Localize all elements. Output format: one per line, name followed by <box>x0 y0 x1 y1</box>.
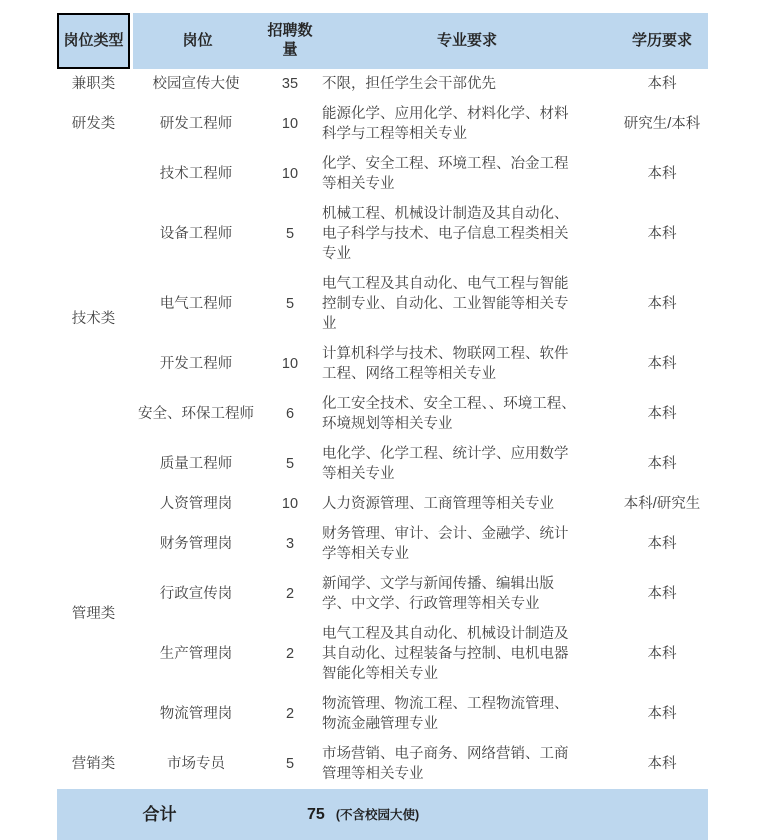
education-cell: 本科 <box>616 739 708 789</box>
table-row <box>57 99 708 149</box>
total-empty-cell <box>616 789 708 840</box>
count-cell: 6 <box>262 389 318 439</box>
position-cell: 设备工程师 <box>130 199 262 269</box>
education-cell: 本科 <box>616 199 708 269</box>
count-cell: 5 <box>262 439 318 489</box>
table-row <box>57 489 708 519</box>
count-cell: 3 <box>262 519 318 569</box>
total-row <box>57 789 708 840</box>
count-cell: 10 <box>262 339 318 389</box>
major-cell: 物流管理、物流工程、工程物流管理、物流金融管理专业 <box>318 689 616 739</box>
education-cell: 本科 <box>616 619 708 689</box>
education-cell: 研究生/本科 <box>616 99 708 149</box>
position-cell: 开发工程师 <box>130 339 262 389</box>
count-cell: 5 <box>262 269 318 339</box>
count-cell: 10 <box>262 99 318 149</box>
table-row <box>57 149 708 199</box>
position-cell: 技术工程师 <box>130 149 262 199</box>
header-position-type: 岗位类型 <box>57 13 130 69</box>
count-cell: 2 <box>262 619 318 689</box>
position-cell: 行政宣传岗 <box>130 569 262 619</box>
header-recruit-count: 招聘数量 <box>262 13 318 69</box>
major-cell: 电气工程及其自动化、电气工程与智能控制专业、自动化、工业智能等相关专业 <box>318 269 616 339</box>
category-cell: 管理类 <box>57 489 130 739</box>
major-cell: 财务管理、审计、会计、金融学、统计学等相关专业 <box>318 519 616 569</box>
header-education-requirement: 学历要求 <box>616 13 708 69</box>
table-row <box>57 619 708 689</box>
position-cell: 校园宣传大使 <box>130 69 262 99</box>
count-cell: 10 <box>262 149 318 199</box>
position-cell: 人资管理岗 <box>130 489 262 519</box>
position-cell: 电气工程师 <box>130 269 262 339</box>
table-row <box>57 69 708 99</box>
header-position: 岗位 <box>130 13 262 69</box>
category-cell: 营销类 <box>57 739 130 789</box>
major-cell: 不限，担任学生会干部优先 <box>318 69 616 99</box>
category-cell: 技术类 <box>57 149 130 489</box>
education-cell: 本科 <box>616 519 708 569</box>
education-cell: 本科 <box>616 569 708 619</box>
education-cell: 本科 <box>616 269 708 339</box>
table-row <box>57 739 708 789</box>
major-cell: 化工安全技术、安全工程、、环境工程、环境规划等相关专业 <box>318 389 616 439</box>
count-cell: 5 <box>262 739 318 789</box>
total-value-cell <box>262 789 616 840</box>
count-cell: 2 <box>262 569 318 619</box>
recruitment-table <box>57 13 708 840</box>
total-label: 合计 <box>57 789 262 840</box>
education-cell: 本科 <box>616 439 708 489</box>
education-cell: 本科 <box>616 389 708 439</box>
header-row <box>57 13 708 69</box>
position-cell: 财务管理岗 <box>130 519 262 569</box>
major-cell: 新闻学、文学与新闻传播、编辑出版学、中文学、行政管理等相关专业 <box>318 569 616 619</box>
major-cell: 电化学、化学工程、统计学、应用数学等相关专业 <box>318 439 616 489</box>
total-number: 75 <box>307 805 325 823</box>
table-row <box>57 339 708 389</box>
table-row <box>57 519 708 569</box>
count-cell: 10 <box>262 489 318 519</box>
total-note: (不含校园大使) <box>335 807 420 822</box>
education-cell: 本科 <box>616 149 708 199</box>
position-cell: 质量工程师 <box>130 439 262 489</box>
table-row <box>57 199 708 269</box>
major-cell: 机械工程、机械设计制造及其自动化、电子科学与技术、电子信息工程类相关专业 <box>318 199 616 269</box>
position-cell: 生产管理岗 <box>130 619 262 689</box>
education-cell: 本科 <box>616 69 708 99</box>
position-cell: 物流管理岗 <box>130 689 262 739</box>
education-cell: 本科 <box>616 339 708 389</box>
header-major-requirement: 专业要求 <box>318 13 616 69</box>
major-cell: 化学、安全工程、环境工程、冶金工程等相关专业 <box>318 149 616 199</box>
major-cell: 能源化学、应用化学、材料化学、材料科学与工程等相关专业 <box>318 99 616 149</box>
recruitment-table-container <box>57 13 708 840</box>
major-cell: 市场营销、电子商务、网络营销、工商管理等相关专业 <box>318 739 616 789</box>
major-cell: 电气工程及其自动化、机械设计制造及其自动化、过程装备与控制、电机电器智能化等相关专业 <box>318 619 616 689</box>
table-row <box>57 389 708 439</box>
table-row <box>57 269 708 339</box>
position-cell: 安全、环保工程师 <box>130 389 262 439</box>
major-cell: 人力资源管理、工商管理等相关专业 <box>318 489 616 519</box>
position-cell: 研发工程师 <box>130 99 262 149</box>
position-cell: 市场专员 <box>130 739 262 789</box>
major-cell: 计算机科学与技术、物联网工程、软件工程、网络工程等相关专业 <box>318 339 616 389</box>
education-cell: 本科 <box>616 689 708 739</box>
table-row <box>57 569 708 619</box>
count-cell: 2 <box>262 689 318 739</box>
category-cell: 兼职类 <box>57 69 130 99</box>
count-cell: 35 <box>262 69 318 99</box>
table-row <box>57 439 708 489</box>
category-cell: 研发类 <box>57 99 130 149</box>
table-row <box>57 689 708 739</box>
education-cell: 本科/研究生 <box>616 489 708 519</box>
count-cell: 5 <box>262 199 318 269</box>
